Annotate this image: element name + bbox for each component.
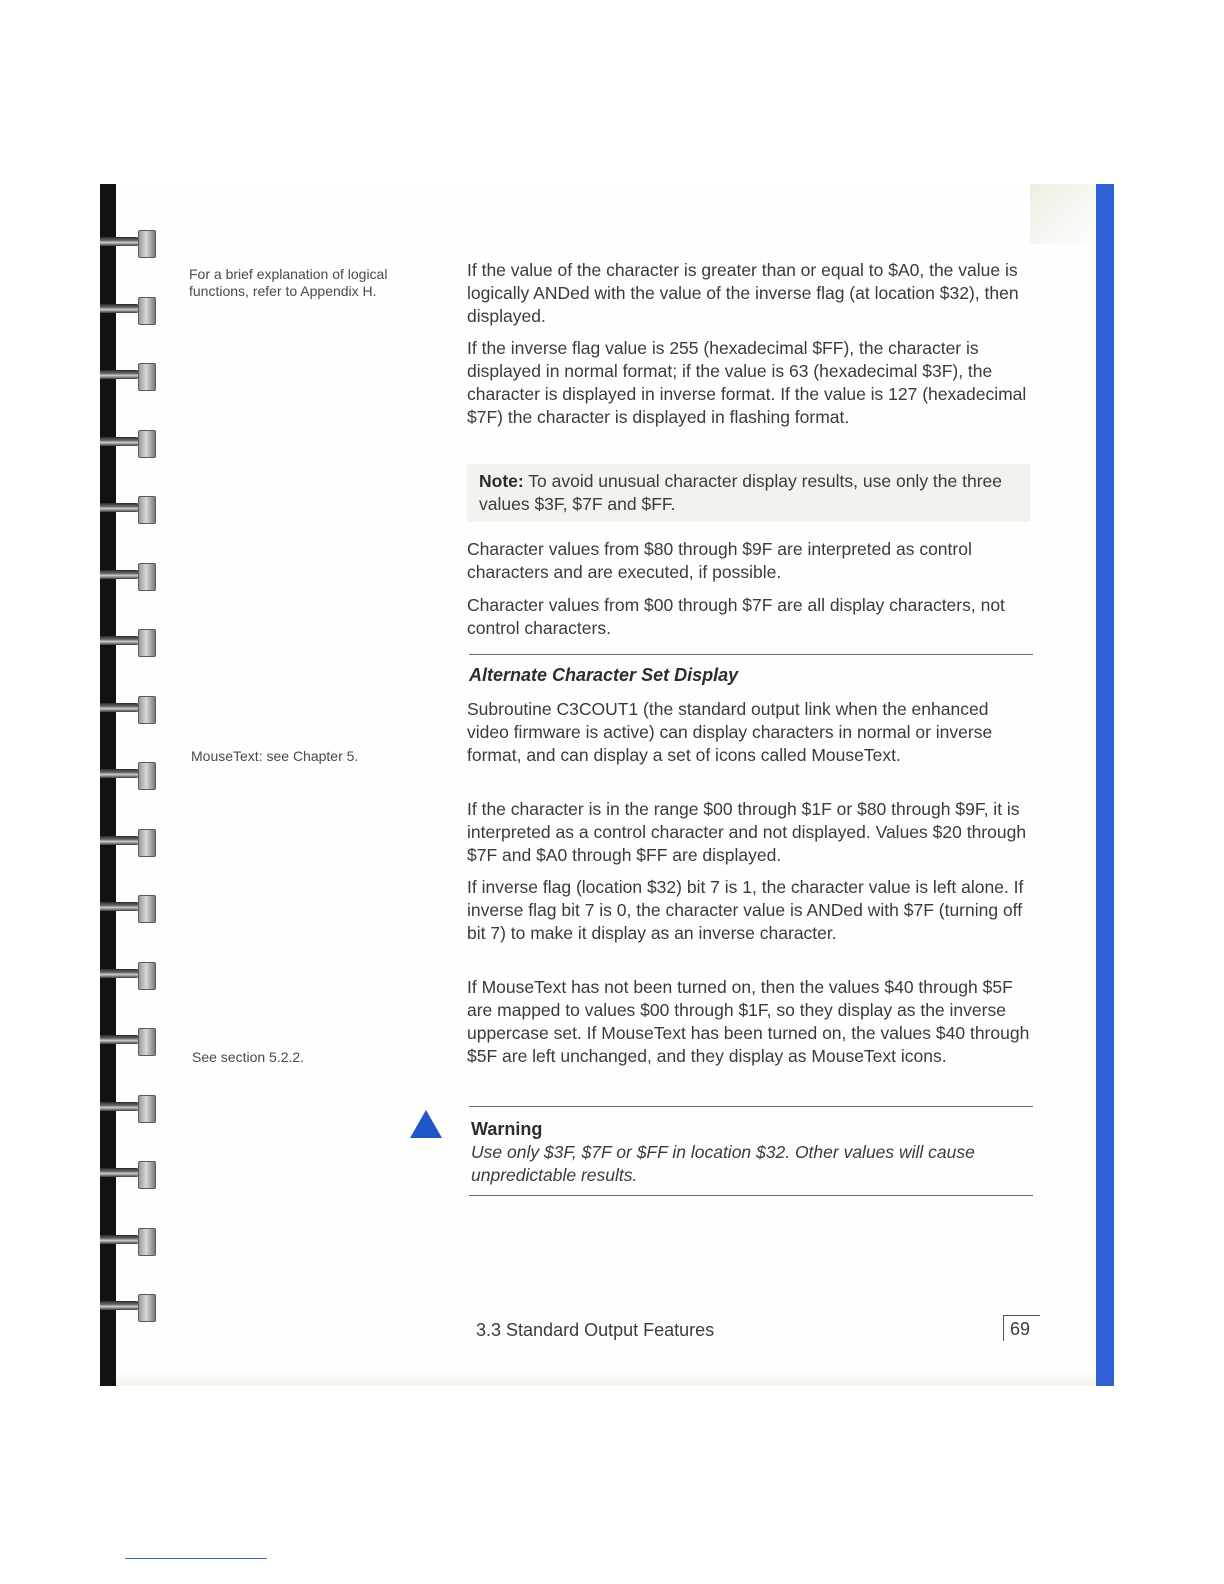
warning-bottom-rule — [469, 1195, 1033, 1196]
body-paragraph-3: Character values from $80 through $9F are interpreted as control characters and are executed, if possible. — [467, 539, 972, 582]
spiral-coil — [100, 1292, 158, 1322]
note — [479, 470, 1019, 516]
spiral-coil — [100, 827, 158, 857]
spiral-coil — [100, 428, 158, 458]
warning-title: Warning — [471, 1119, 543, 1139]
spiral-coil — [100, 494, 158, 524]
bottom-rule — [125, 1558, 267, 1559]
spiral-coil — [100, 361, 158, 391]
section-paragraph-4: If MouseText has not been turned on, then the values $40 through $5F are mapped to values $00 through $1F, so they display as the inverse uppercase set. If MouseText has been turned on, the values $40 through $5F are left unchanged, and they display as MouseText icons. — [467, 977, 1030, 1066]
section-heading: Alternate Character Set Display — [469, 665, 739, 685]
footer-section-title: 3.3 Standard Output Features — [476, 1320, 715, 1340]
warning-triangle-icon — [410, 1110, 442, 1138]
section-paragraph-1: Subroutine C3COUT1 (the standard output link when the enhanced video firmware is active) can display characters in normal or inverse format, and can display a set of icons called MouseText. — [467, 699, 993, 765]
margin-note-mousetext: MouseText: see Chapter 5. — [191, 748, 359, 764]
body-paragraph-1: If the value of the character is greater than or equal to $A0, the value is logically ANDed with the value of the inverse flag (at location $32), then displayed. — [467, 260, 1019, 326]
body-paragraph-4: Character values from $00 through $7F are all display characters, not control characters. — [467, 595, 1005, 638]
spiral-coil — [100, 1159, 158, 1189]
spiral-coil — [100, 1093, 158, 1123]
spiral-coil — [100, 1226, 158, 1256]
spiral-coil — [100, 893, 158, 923]
note-text: To avoid unusual character display results, use only the three values $3F, $7F and $FF. — [479, 471, 1003, 514]
section-divider — [469, 654, 1033, 655]
page-number: 69 — [1003, 1315, 1040, 1341]
note-label: Note: — [479, 471, 524, 491]
body-paragraph-2: If the inverse flag value is 255 (hexadecimal $FF), the character is displayed in normal format; if the value is 63 (hexadecimal $3F), the character is displayed in inverse format. If the value is 127 (hexadecimal $7F) the character is displayed in flashing format. — [467, 338, 1027, 427]
section-paragraph-3: If inverse flag (location $32) bit 7 is 1, the character value is left alone. If inverse flag bit 7 is 0, the character value is ANDed with $7F (turning off bit 7) to make it display as an inverse character. — [467, 877, 1024, 943]
spiral-coil — [100, 694, 158, 724]
page-bottom-shadow — [116, 1372, 1096, 1386]
warning-text: Use only $3F, $7F or $FF in location $32. Other values will cause unpredictable results. — [471, 1142, 975, 1185]
page-fold-shadow — [1030, 184, 1100, 244]
spiral-coil — [100, 960, 158, 990]
spiral-coil — [100, 228, 158, 258]
warning-top-rule — [469, 1106, 1033, 1107]
spiral-coil — [100, 627, 158, 657]
spiral-coil — [100, 760, 158, 790]
section-paragraph-2: If the character is in the range $00 through $1F or $80 through $9F, it is interpreted as a control character and not displayed. Values $20 through $7F and $A0 through $FF are displayed. — [467, 799, 1027, 865]
spiral-coil — [100, 1026, 158, 1056]
margin-note-logical: For a brief explanation of logical functions, refer to Appendix H. — [189, 266, 388, 299]
spiral-coil — [100, 561, 158, 591]
spiral-coil — [100, 295, 158, 325]
margin-note-section: See section 5.2.2. — [192, 1049, 305, 1065]
page-edge-blue — [1096, 184, 1114, 1386]
